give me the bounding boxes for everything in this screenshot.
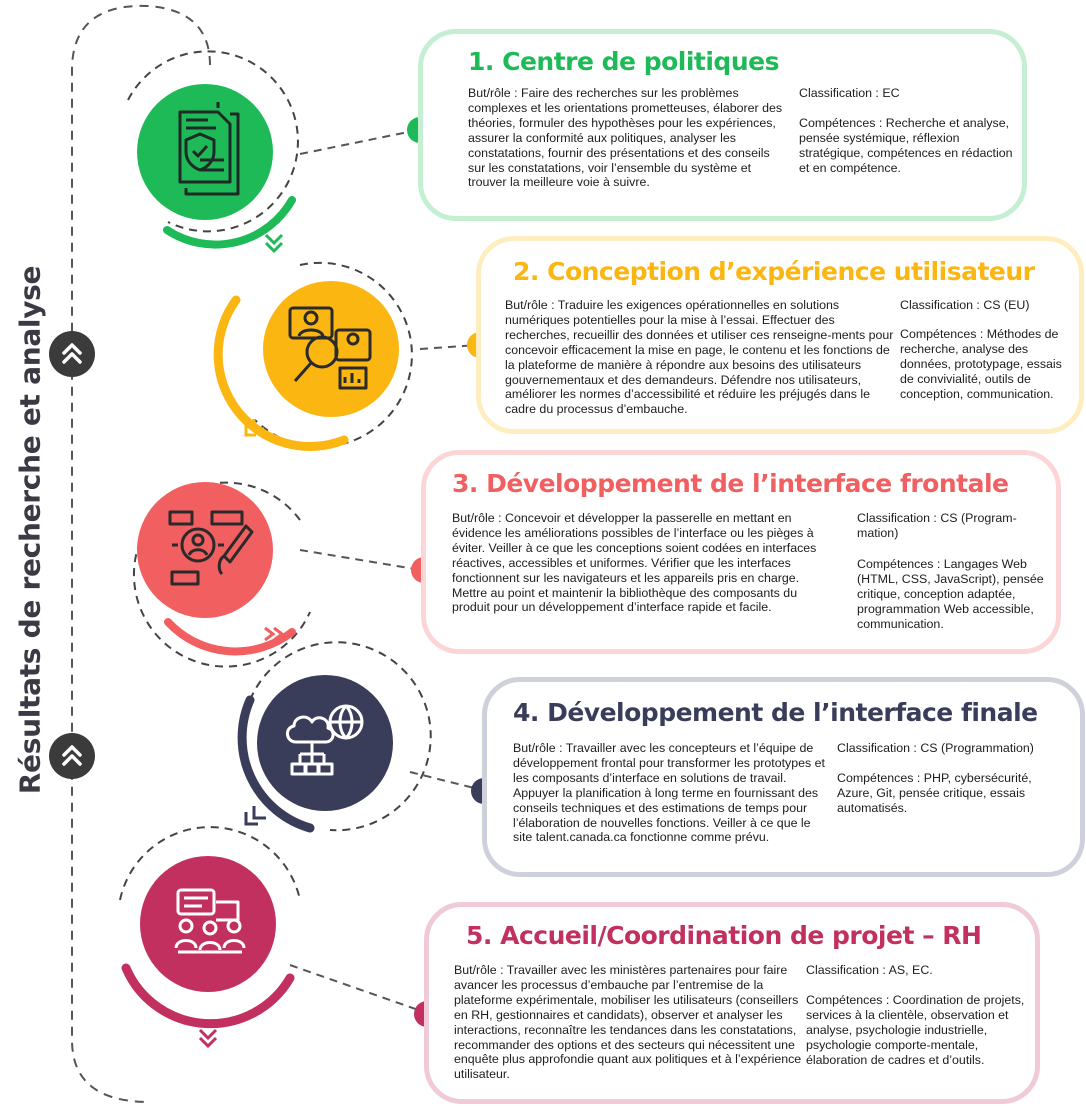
side-title-text: Résultats de recherche et analyse: [13, 265, 47, 795]
role-card-1: [418, 29, 1027, 221]
role-card-5-title: 5. Accueil/Coordination de projet – RH: [466, 921, 982, 950]
step-1-connector: [300, 130, 418, 154]
step-2-node: [218, 263, 493, 447]
role-card-5-competences: Compétences : Coordination de projets, services à la clientèle, observation et analyse, psychologie industrielle, psychologie comporte-mentale, élaboration de cadres et d’outils.: [806, 993, 1025, 1067]
role-card-5-but-role: But/rôle : Travailler avec les ministères partenaires pour faire avancer les processus d’embauche par l’entremise de la plateforme expérimentale, mobiliser les utilisateurs (conseillers en RH, gestionnaires et candidats), observer et analyser les interactions, reconnaître les tendances dans les constatations, recommander des options et des secteurs qui nécessitent une enquête plus approfondie quant aux politiques et à l’expérience utilisateur.: [454, 963, 802, 1082]
role-card-5: [424, 902, 1040, 1104]
step-3-circle: [137, 482, 273, 618]
step-1-node: [128, 51, 433, 251]
role-card-4-title: 4. Développement de l’interface finale: [513, 698, 1038, 727]
role-card-2-but-role: But/rôle : Traduire les exigences opérationnelles en solutions numériques potentielles pour la mise à l’essai. Effectuer des recherches, recueillir des données et utiliser ces renseigne-ments pour concevoir efficacement la mise en page, le contenu et les fonctions de la plateforme de manière à répondre aux besoins des utilisateurs gouvernementaux et des demandeurs. Défendre nos utilisateurs, améliorer les normes d’accessibilité et réduire les préjugés dans le cadre du processus d’embauche.: [505, 298, 894, 417]
role-card-3-classification: Classification : CS (Program-mation): [857, 511, 1017, 540]
role-card-5-classification: Classification : AS, EC.: [806, 963, 933, 977]
role-card-2-classification: Classification : CS (EU): [900, 298, 1030, 312]
role-card-3: [421, 450, 1061, 654]
step-3-accent-arc: [168, 622, 292, 651]
step-2-circle: [263, 281, 399, 417]
step-5-connector: [290, 965, 424, 1012]
role-card-4-but-role: But/rôle : Travailler avec les concepteurs et l’équipe de développement frontal pour transformer les prototypes et les composants d’interface en solutions de travail. Appuyer la planification à long terme en fournissant des conseils techniques et des estimations de temps pour l’élaboration de nouvelles fonctions. Veiller à ce que le site talent.canada.ca fonctionne comme prévu.: [513, 741, 825, 845]
step-4-node: [242, 642, 497, 830]
step-5-circle: [140, 856, 276, 992]
step-1-circle: [137, 84, 273, 220]
role-card-3-competences: Compétences : Langages Web (HTML, CSS, JavaScript), pensée critique, conception adaptée, programmation Web accessible, communication.: [857, 557, 1044, 631]
role-card-1-but-role: But/rôle : Faire des recherches sur les problèmes complexes et les orientations prometteuses, élaborer des théories, formuler des hypothèses pour les expériences, assurer la conformité aux politiques, analyser les constatations, fournir des présentations et des conseils sur les constatations, voir l’ensemble du système et trouver la meilleure voie à suivre.: [468, 86, 783, 190]
role-card-4: [482, 677, 1085, 877]
step-5-node: [120, 827, 440, 1046]
step-4-connector: [410, 772, 482, 790]
scroll-up-button-2[interactable]: [49, 733, 95, 779]
step-1-chevron-icon: [266, 235, 282, 251]
step-5-chevron-icon: [200, 1030, 216, 1046]
role-card-3-title: 3. Développement de l’interface frontale: [452, 469, 1009, 498]
role-card-4-competences: Compétences : PHP, cybersécurité, Azure, Git, pensée critique, essais automatisés.: [837, 771, 1032, 815]
role-card-4-classification: Classification : CS (Programmation): [837, 741, 1034, 755]
role-card-2-title: 2. Conception d’expérience utilisateur: [513, 257, 1035, 286]
step-3-node: [134, 482, 437, 667]
step-4-chevron-icon: [246, 806, 266, 824]
step-3-connector: [300, 550, 421, 570]
role-card-1-title: 1. Centre de politiques: [468, 47, 779, 76]
role-card-3-but-role: But/rôle : Concevoir et développer la passerelle en mettant en évidence les améliorations possibles de l’interface ou les pièges à éviter. Veiller à ce que les conceptions soient codées en interfaces réactives, accessibles et uniformes. Vérifier que les interfaces fonctionnent sur les navigateurs et les appareils pris en charge. Mettre au point et maintenir la bibliothèque des composants du produit pour un développement d’interface rapide et facile.: [452, 511, 817, 615]
double-chevron-up-icon: [49, 331, 95, 377]
role-card-1-competences: Compétences : Recherche et analyse, pensée systémique, réflexion stratégique, compétences en rédaction et en compétence.: [799, 116, 1013, 175]
scroll-up-button-1[interactable]: [49, 331, 95, 377]
double-chevron-up-icon: [49, 733, 95, 779]
role-card-2: [476, 236, 1084, 434]
role-card-1-classification: Classification : EC: [799, 86, 900, 100]
role-card-2-competences: Compétences : Méthodes de recherche, analyse des données, prototypage, essais de convivialité, outils de conception, communication.: [900, 327, 1062, 401]
